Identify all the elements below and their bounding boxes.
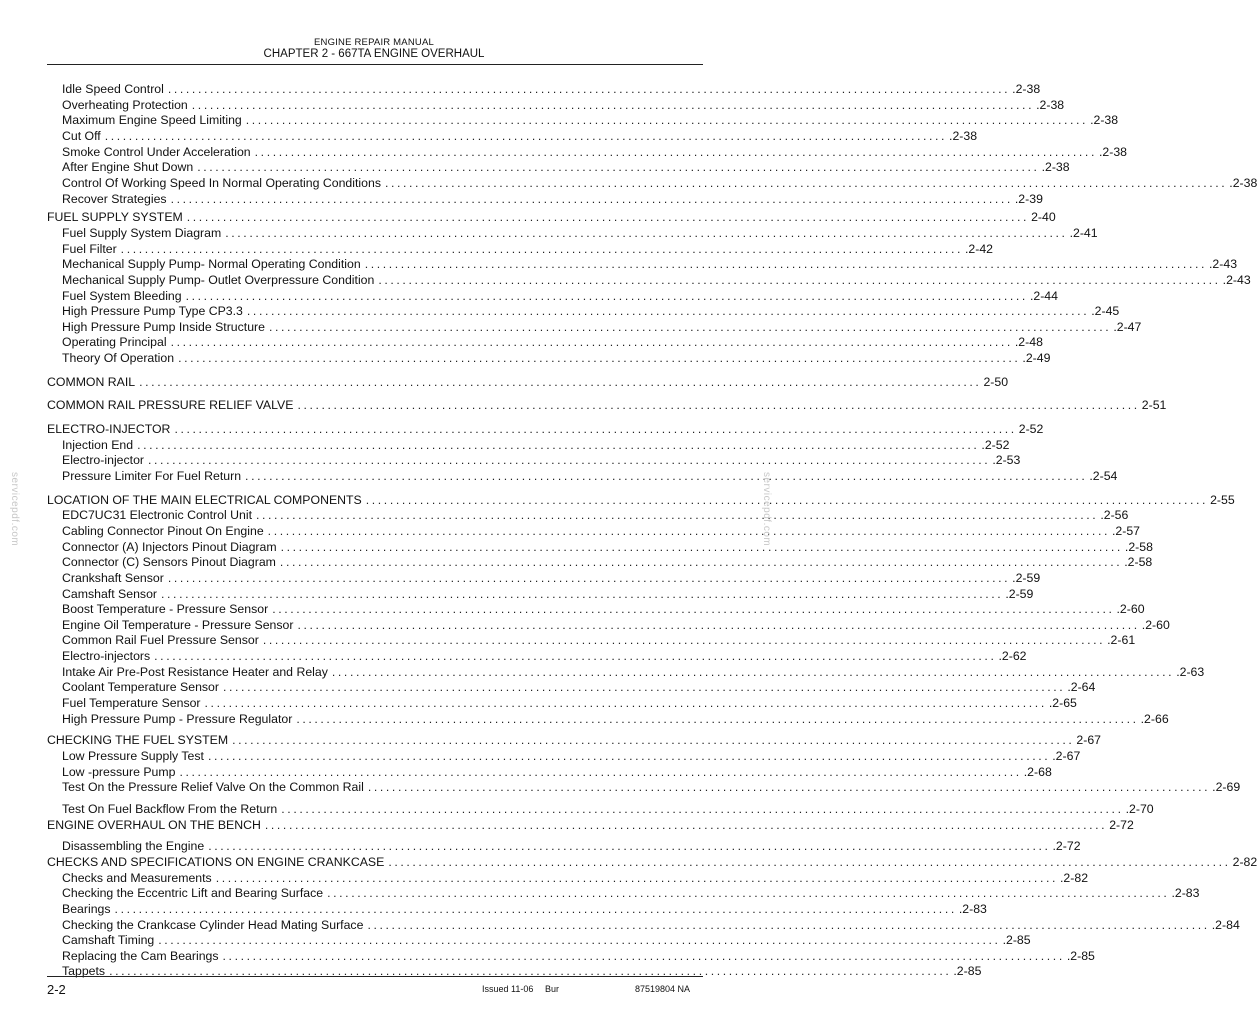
toc-leader-dots: ............................................................................................................................................ xyxy=(120,241,963,256)
toc-entry-page: .2-60 xyxy=(1116,602,1145,617)
toc-entry-title: ELECTRO-INJECTOR xyxy=(47,422,171,436)
toc-entry-page: 2-67 xyxy=(1076,733,1102,748)
toc-entry-title: Maximum Engine Speed Limiting xyxy=(62,113,242,128)
toc-leader-dots: ............................................................................................................................................ xyxy=(191,97,1035,112)
toc-entry-title: FUEL SUPPLY SYSTEM xyxy=(47,210,183,225)
toc-entry xyxy=(62,437,1010,454)
toc-entry xyxy=(62,948,1095,965)
toc-entry-page: .2-85 xyxy=(1002,933,1031,948)
toc-entry xyxy=(62,82,1041,98)
toc-entry xyxy=(62,257,1238,273)
toc-entry-title: Control Of Working Speed In Normal Operating Conditions xyxy=(62,175,381,190)
toc-entry-page: .2-38 xyxy=(1036,97,1065,112)
watermark-left: servicepdf.com xyxy=(9,472,20,547)
toc-entry-page: .2-70 xyxy=(1125,801,1154,816)
toc-leader-dots: ............................................................................................................................................ xyxy=(179,764,1022,779)
toc-entry-page: .2-38 xyxy=(1012,82,1041,96)
toc-entry-page: .2-38 xyxy=(1229,175,1257,190)
toc-entry xyxy=(62,175,1257,192)
toc-leader-dots: ............................................................................................................................................ xyxy=(109,964,952,979)
toc-leader-dots: ............................................................................................................................................ xyxy=(272,602,1115,617)
toc-entry-title: CHECKS AND SPECIFICATIONS ON ENGINE CRANKCASE xyxy=(47,854,385,869)
toc-entry-page: .2-41 xyxy=(1069,225,1098,240)
toc-leader-dots: ............................................................................................................................................ xyxy=(256,508,1099,523)
toc-entry-page: .2-38 xyxy=(1041,160,1070,175)
toc-leader-dots: ............................................................................................................................................ xyxy=(167,82,1011,96)
toc-entry-page: .2-54 xyxy=(1089,468,1118,483)
toc-entry-title: Test On the Pressure Relief Valve On the Common Rail xyxy=(62,780,364,795)
toc-leader-dots: ............................................................................................................................................ xyxy=(246,304,1090,319)
toc-leader-dots: ............................................................................................................................................ xyxy=(207,749,1051,763)
toc-leader-dots: ............................................................................................................................................ xyxy=(174,422,1017,436)
toc-entry xyxy=(62,555,1153,571)
toc-entry-page: .2-60 xyxy=(1141,617,1170,632)
toc-leader-dots: ............................................................................................................................................ xyxy=(254,144,1097,159)
toc-entry-title: Disassembling the Engine xyxy=(62,839,205,854)
toc-entry-title: Crankshaft Sensor xyxy=(62,570,164,585)
toc-entry xyxy=(62,764,1052,781)
toc-entry-page: 2-82 xyxy=(1232,854,1257,869)
toc-leader-dots: ............................................................................................................................................ xyxy=(364,257,1207,272)
toc-leader-dots: ............................................................................................................................................ xyxy=(264,817,1108,832)
footer-rule xyxy=(47,976,703,977)
toc-entry xyxy=(47,854,1257,871)
toc-entry-title: Smoke Control Under Acceleration xyxy=(62,144,251,159)
toc-entry-title: Tappets xyxy=(62,964,106,979)
toc-entry-page: .2-53 xyxy=(992,453,1021,468)
toc-entry-page: .2-69 xyxy=(1212,780,1241,795)
toc-leader-dots: ............................................................................................................................................ xyxy=(327,886,1170,901)
toc-entry xyxy=(62,144,1127,161)
chapter-title: CHAPTER 2 - 667TA ENGINE OVERHAUL xyxy=(263,48,485,60)
header-rule xyxy=(47,64,703,65)
toc-entry xyxy=(62,113,1119,129)
toc-entry-title: Mechanical Supply Pump- Normal Operating Condition xyxy=(62,257,361,272)
toc-entry xyxy=(62,335,1043,351)
toc-entry xyxy=(62,468,1118,485)
toc-entry-title: Fuel Temperature Sensor xyxy=(62,696,201,710)
toc-leader-dots: ............................................................................................................................................ xyxy=(279,555,1123,570)
toc-entry xyxy=(62,901,987,918)
toc-entry-page: .2-67 xyxy=(1052,749,1081,763)
toc-entry-page: .2-84 xyxy=(1211,917,1240,932)
toc-entry xyxy=(62,633,1136,649)
toc-entry-page: .2-72 xyxy=(1052,839,1081,854)
toc-leader-dots: ............................................................................................................................................ xyxy=(178,351,1021,366)
toc-entry xyxy=(47,492,1235,509)
toc-leader-dots: ............................................................................................................................................ xyxy=(262,633,1106,648)
toc-entry-title: Test On Fuel Backflow From the Return xyxy=(62,801,278,816)
toc-entry-page: .2-48 xyxy=(1014,335,1043,350)
toc-entry xyxy=(62,351,1051,367)
toc-entry-page: .2-49 xyxy=(1022,351,1051,366)
toc-entry-page: 2-40 xyxy=(1031,210,1056,225)
toc-entry xyxy=(62,801,1154,818)
toc-entry-title: High Pressure Pump - Pressure Regulator xyxy=(62,711,293,726)
toc-entry-title: CHECKING THE FUEL SYSTEM xyxy=(47,733,229,748)
toc-entry-page: .2-38 xyxy=(949,129,978,143)
toc-leader-dots: ............................................................................................................................................ xyxy=(232,733,1075,748)
toc-entry-title: Common Rail Fuel Pressure Sensor xyxy=(62,633,259,648)
toc-entry xyxy=(62,160,1070,176)
toc-entry-page: .2-39 xyxy=(1014,191,1043,206)
toc-leader-dots: ............................................................................................................................................ xyxy=(215,870,1058,885)
toc-entry-title: COMMON RAIL xyxy=(47,374,136,389)
toc-entry xyxy=(62,272,1251,289)
toc-entry-page: .2-85 xyxy=(1066,948,1095,963)
toc-entry-page: .2-85 xyxy=(953,964,982,979)
toc-entry-page: .2-38 xyxy=(1090,113,1119,128)
toc-entry xyxy=(62,917,1240,934)
toc-entry-title: Pressure Limiter For Fuel Return xyxy=(62,468,242,483)
toc-entry xyxy=(62,839,1081,855)
toc-entry-page: .2-83 xyxy=(958,901,987,916)
toc-entry xyxy=(62,319,1142,336)
toc-entry-page: .2-66 xyxy=(1140,711,1169,726)
toc-leader-dots: ............................................................................................................................................ xyxy=(367,917,1210,932)
toc-leader-dots: ............................................................................................................................................ xyxy=(297,617,1140,632)
toc-entry-title: Checking the Eccentric Lift and Bearing Surface xyxy=(62,886,324,901)
toc-entry-title: Connector (A) Injectors Pinout Diagram xyxy=(62,539,277,554)
toc-entry-page: 2-72 xyxy=(1109,817,1134,832)
toc-entry xyxy=(62,508,1129,524)
toc-entry-page: 2-50 xyxy=(983,374,1009,389)
toc-entry-page: 2-51 xyxy=(1141,398,1167,413)
toc-entry-page: .2-62 xyxy=(998,649,1027,664)
watermark-right: servicepdf.com xyxy=(761,472,772,547)
toc-leader-dots: ............................................................................................................................................ xyxy=(154,649,997,664)
toc-leader-dots: ............................................................................................................................................ xyxy=(158,933,1001,948)
toc-leader-dots: ............................................................................................................................................ xyxy=(137,437,980,452)
toc-leader-dots: ............................................................................................................................................ xyxy=(331,664,1175,679)
toc-leader-dots: ............................................................................................................................................ xyxy=(197,160,1040,175)
toc-entry-page: .2-58 xyxy=(1124,539,1153,554)
toc-leader-dots: ............................................................................................................................................ xyxy=(204,696,1047,710)
toc-entry xyxy=(62,225,1098,242)
toc-entry-page: .2-43 xyxy=(1222,272,1251,287)
toc-entry-title: EDC7UC31 Electronic Control Unit xyxy=(62,508,252,523)
toc-entry-title: Camshaft Timing xyxy=(62,933,155,948)
toc-entry xyxy=(62,664,1205,681)
toc-entry xyxy=(62,570,1041,587)
toc-leader-dots: ............................................................................................................................................ xyxy=(186,210,1030,225)
toc-entry-page: 2-52 xyxy=(1018,422,1044,436)
toc-leader-dots: ............................................................................................................................................ xyxy=(114,901,957,916)
toc-entry xyxy=(62,749,1081,765)
toc-leader-dots: ............................................................................................................................................ xyxy=(245,113,1089,128)
toc-leader-dots: ............................................................................................................................................ xyxy=(222,948,1065,963)
toc-entry xyxy=(62,649,1027,665)
issuer-code: Bur xyxy=(545,984,560,994)
toc-entry-title: Low -pressure Pump xyxy=(62,764,176,779)
toc-leader-dots: ............................................................................................................................................ xyxy=(225,225,1068,240)
toc-leader-dots: ............................................................................................................................................ xyxy=(161,586,1004,601)
toc-entry-page: .2-42 xyxy=(964,241,994,256)
toc-entry-page: .2-38 xyxy=(1098,144,1127,159)
toc-entry xyxy=(62,288,1058,305)
toc-entry-title: ENGINE OVERHAUL ON THE BENCH xyxy=(47,817,261,832)
toc-entry-title: Bearings xyxy=(62,901,111,916)
toc-leader-dots: ............................................................................................................................................ xyxy=(170,191,1013,206)
toc-entry xyxy=(62,453,1021,469)
toc-entry xyxy=(47,374,1009,391)
toc-leader-dots: ............................................................................................................................................ xyxy=(378,272,1221,287)
toc-entry xyxy=(47,422,1044,438)
toc-entry-title: Overheating Protection xyxy=(62,97,188,112)
toc-leader-dots: ............................................................................................................................................ xyxy=(269,319,1112,334)
toc-entry-page: .2-43 xyxy=(1209,257,1238,272)
toc-entry-title: Cut Off xyxy=(62,129,101,143)
toc-entry-page: .2-56 xyxy=(1100,508,1129,523)
toc-entry xyxy=(62,780,1241,796)
issue-date: Issued 11-06 xyxy=(482,984,534,994)
toc-entry-title: Theory Of Operation xyxy=(62,351,175,366)
toc-entry-title: Checking the Crankcase Cylinder Head Mating Surface xyxy=(62,917,364,932)
toc-entry-title: Electro-injectors xyxy=(62,649,151,664)
toc-entry-title: Cabling Connector Pinout On Engine xyxy=(62,523,264,538)
toc-entry xyxy=(62,539,1153,556)
toc-entry-title: Operating Principal xyxy=(62,335,167,350)
toc-leader-dots: ............................................................................................................................................ xyxy=(297,398,1140,413)
toc-entry-title: Camshaft Sensor xyxy=(62,586,158,601)
toc-entry-page: .2-61 xyxy=(1107,633,1136,648)
toc-leader-dots: ............................................................................................................................................ xyxy=(367,780,1211,795)
toc-entry xyxy=(62,886,1200,902)
toc-entry-page: .2-45 xyxy=(1091,304,1120,319)
toc-entry-page: .2-58 xyxy=(1124,555,1153,570)
toc-entry-page: .2-52 xyxy=(981,437,1010,452)
toc-entry xyxy=(62,304,1120,320)
toc-entry-title: Idle Speed Control xyxy=(62,82,164,96)
toc-entry-title: Checks and Measurements xyxy=(62,870,212,885)
toc-entry xyxy=(47,398,1167,414)
toc-entry-title: LOCATION OF THE MAIN ELECTRICAL COMPONENTS xyxy=(47,492,362,507)
toc-entry-title: Boost Temperature - Pressure Sensor xyxy=(62,602,269,617)
toc-leader-dots: ............................................................................................................................................ xyxy=(139,374,982,389)
toc-leader-dots: ............................................................................................................................................ xyxy=(296,711,1139,726)
toc-entry xyxy=(62,129,978,145)
toc-entry xyxy=(62,711,1169,728)
toc-entry-title: COMMON RAIL PRESSURE RELIEF VALVE xyxy=(47,398,294,413)
toc-leader-dots: ............................................................................................................................................ xyxy=(185,288,1028,303)
toc-entry-title: Connector (C) Sensors Pinout Diagram xyxy=(62,555,276,570)
toc-entry-page: .2-64 xyxy=(1067,680,1096,695)
toc-leader-dots: ............................................................................................................................................ xyxy=(148,453,991,468)
toc-entry-page: .2-68 xyxy=(1023,764,1052,779)
page-number: 2-2 xyxy=(47,982,66,997)
toc-entry-page: .2-83 xyxy=(1171,886,1200,901)
toc-entry-title: Replacing the Cam Bearings xyxy=(62,948,219,963)
toc-entry-title: High Pressure Pump Type CP3.3 xyxy=(62,304,243,319)
toc-entry xyxy=(62,97,1065,114)
toc-entry-title: After Engine Shut Down xyxy=(62,160,194,175)
toc-entry xyxy=(47,733,1102,749)
toc-leader-dots: ............................................................................................................................................ xyxy=(167,570,1011,585)
toc-entry-title: Intake Air Pre-Post Resistance Heater and Relay xyxy=(62,664,328,679)
toc-entry-title: Fuel Supply System Diagram xyxy=(62,225,222,240)
toc-entry-title: Fuel Filter xyxy=(62,241,117,256)
toc-entry xyxy=(62,602,1145,618)
toc-entry xyxy=(62,680,1096,696)
toc-leader-dots: ............................................................................................................................................ xyxy=(208,839,1051,854)
toc-entry xyxy=(62,586,1034,603)
toc-entry-title: Recover Strategies xyxy=(62,191,167,206)
toc-entry-title: Injection End xyxy=(62,437,134,452)
toc-leader-dots: ............................................................................................................................................ xyxy=(223,680,1066,695)
toc-entry-page: .2-63 xyxy=(1176,664,1205,679)
toc-entry-title: High Pressure Pump Inside Structure xyxy=(62,319,265,334)
toc-entry xyxy=(62,696,1077,712)
document-number: 87519804 NA xyxy=(635,984,691,994)
toc-entry-page: .2-44 xyxy=(1029,288,1058,303)
toc-entry xyxy=(62,241,994,258)
toc-entry-page: .2-82 xyxy=(1060,870,1089,885)
toc-entry-title: Coolant Temperature Sensor xyxy=(62,680,219,695)
toc-leader-dots: ............................................................................................................................................ xyxy=(365,492,1209,507)
toc-entry xyxy=(62,870,1089,887)
toc-leader-dots: ............................................................................................................................................ xyxy=(388,854,1231,869)
toc-entry-page: 2-55 xyxy=(1210,492,1235,507)
toc-entry-title: Fuel System Bleeding xyxy=(62,288,182,303)
toc-entry-page: .2-65 xyxy=(1048,696,1077,710)
toc-entry xyxy=(62,933,1031,949)
toc-leader-dots: ............................................................................................................................................ xyxy=(280,539,1123,554)
toc-leader-dots: ............................................................................................................................................ xyxy=(245,468,1088,483)
toc-entry xyxy=(62,617,1170,634)
toc-leader-dots: ............................................................................................................................................ xyxy=(267,523,1110,538)
toc-entry xyxy=(62,191,1043,208)
toc-entry-title: Engine Oil Temperature - Pressure Sensor xyxy=(62,617,294,632)
toc-entry-title: Low Pressure Supply Test xyxy=(62,749,204,763)
toc-leader-dots: ............................................................................................................................................ xyxy=(281,801,1124,816)
toc-entry-title: Mechanical Supply Pump- Outlet Overpressure Condition xyxy=(62,272,375,287)
manual-title: ENGINE REPAIR MANUAL xyxy=(314,37,434,48)
toc-entry-page: .2-57 xyxy=(1111,523,1141,538)
toc-leader-dots: ............................................................................................................................................ xyxy=(384,175,1228,190)
toc-entry-page: .2-59 xyxy=(1012,570,1041,585)
toc-entry-title: Electro-injector xyxy=(62,453,145,468)
toc-entry-page: .2-59 xyxy=(1005,586,1034,601)
toc-entry xyxy=(62,523,1141,540)
toc-leader-dots: ............................................................................................................................................ xyxy=(104,129,948,143)
toc-entry xyxy=(62,964,982,980)
toc-leader-dots: ............................................................................................................................................ xyxy=(170,335,1013,350)
toc-entry xyxy=(47,210,1056,226)
toc-entry xyxy=(47,817,1134,834)
toc-entry-page: .2-47 xyxy=(1113,319,1142,334)
